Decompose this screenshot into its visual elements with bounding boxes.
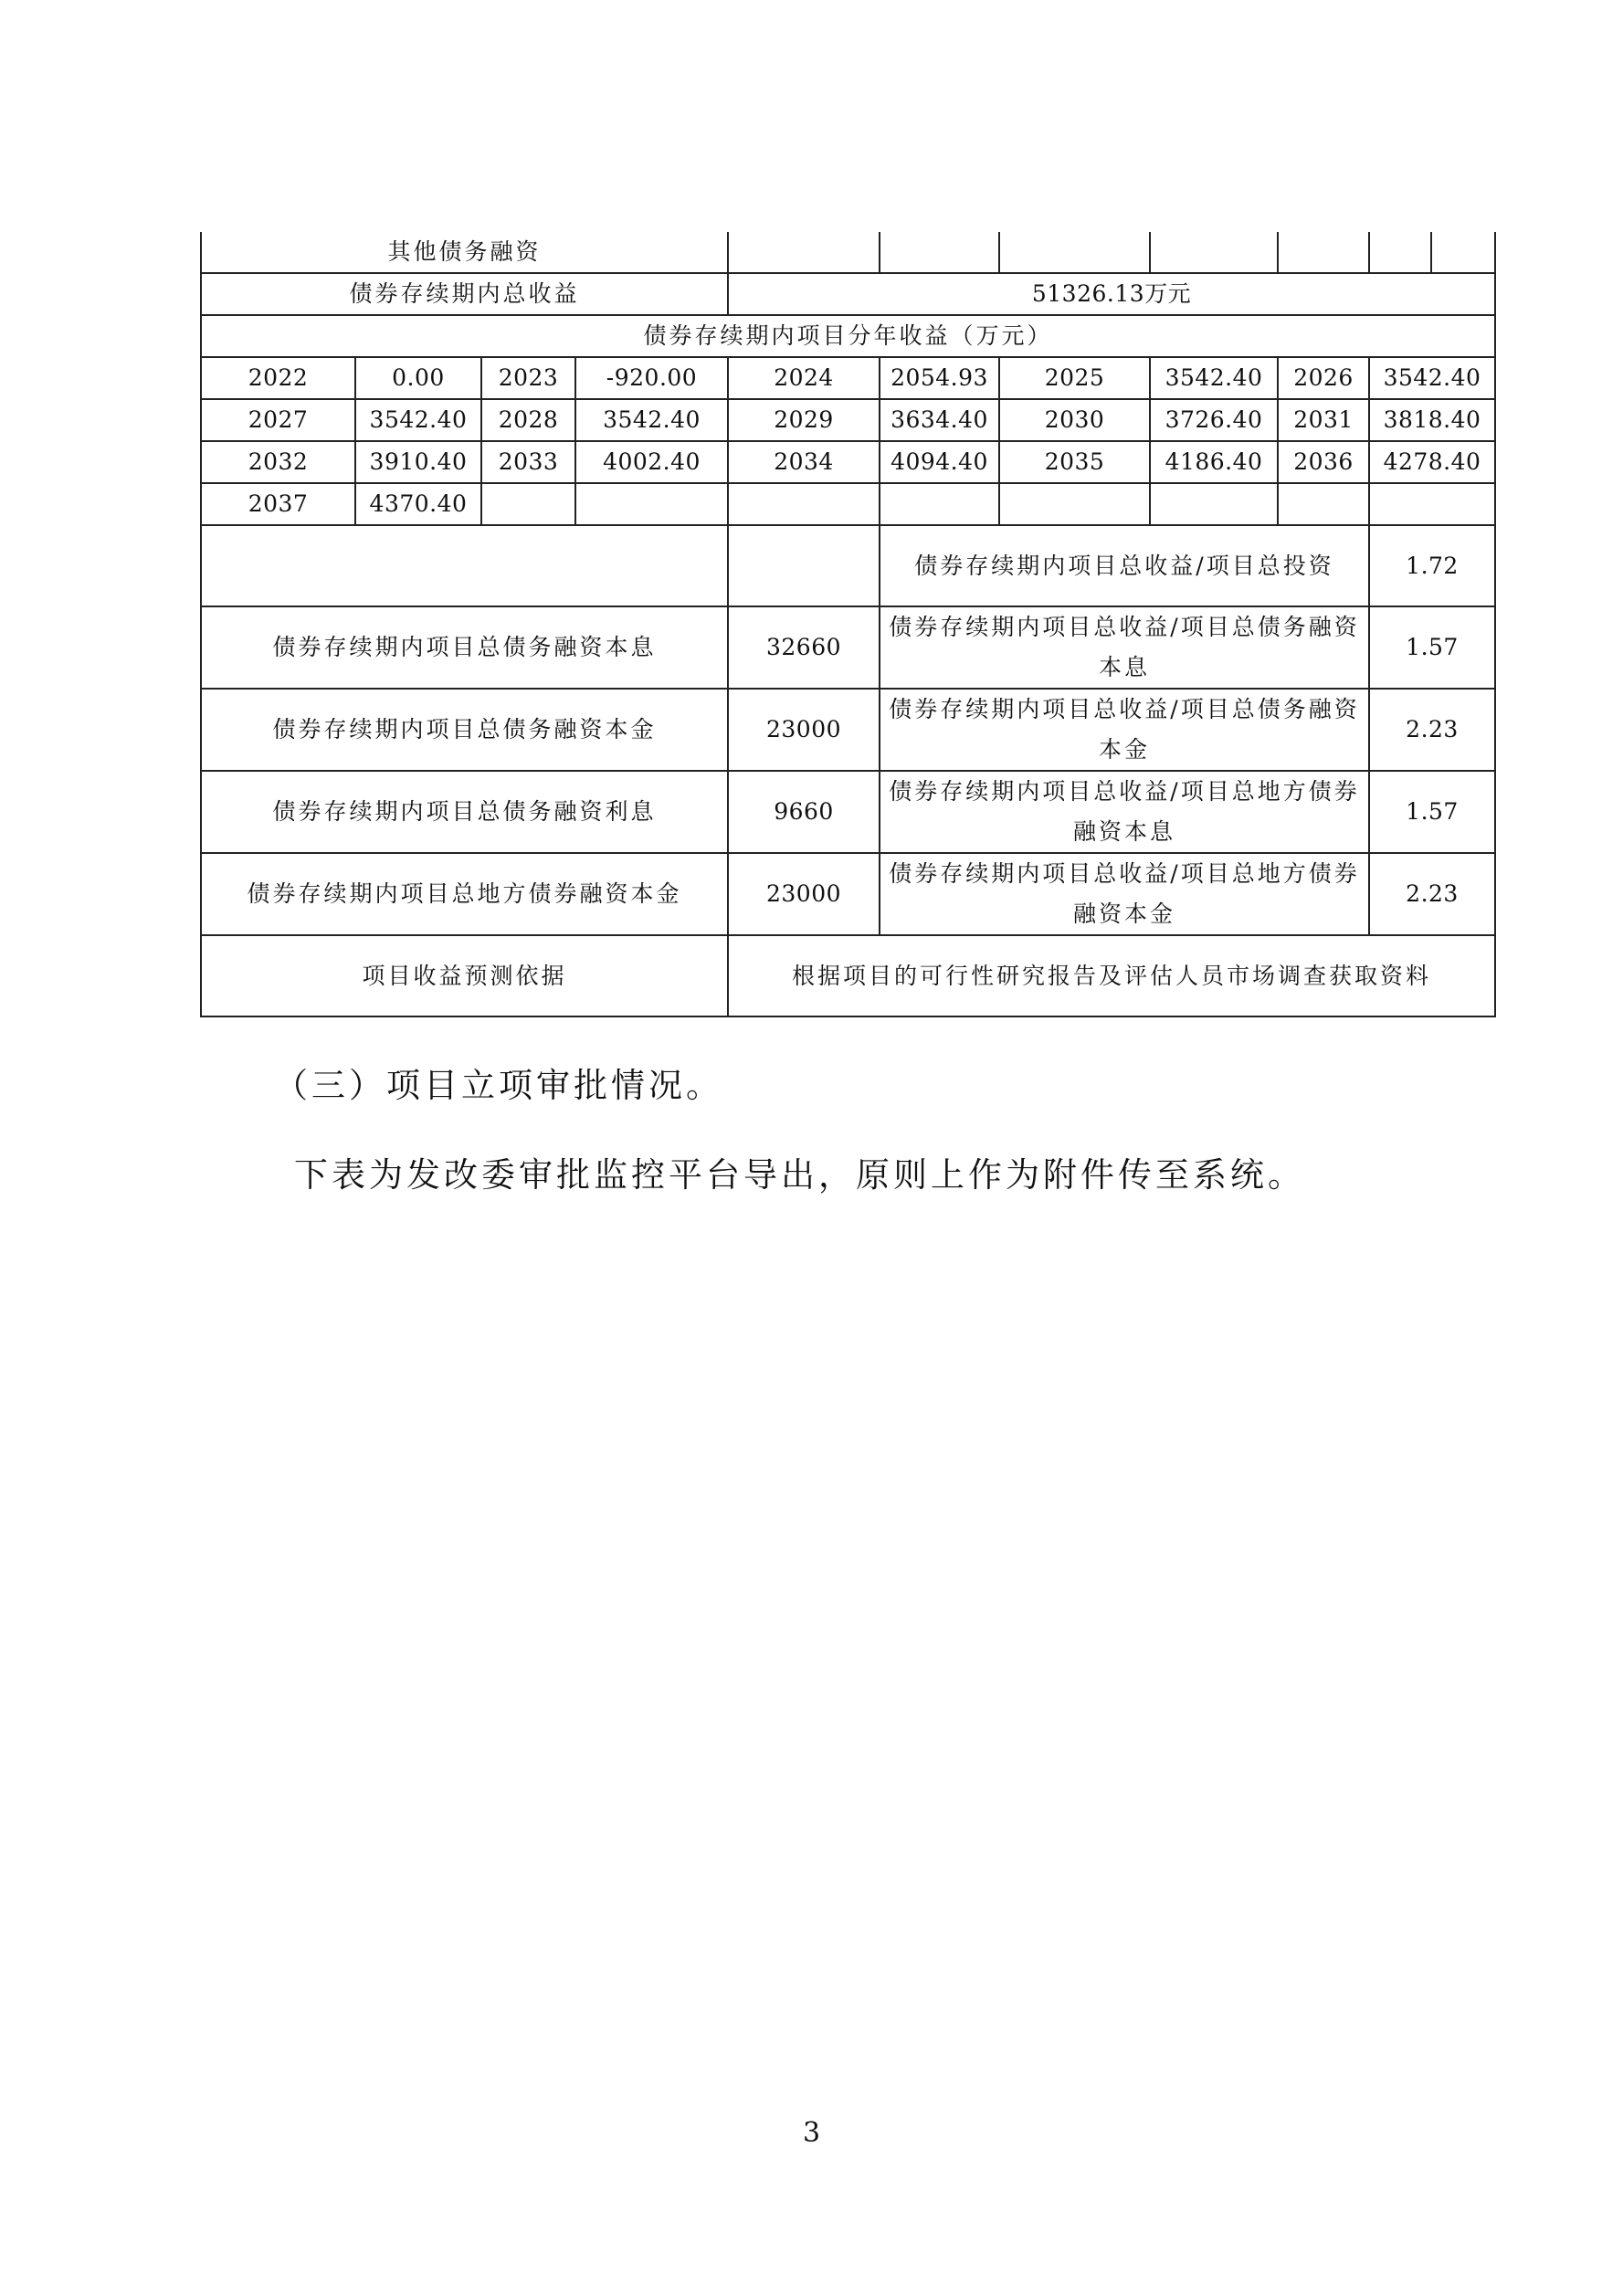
year-cell: 2025 — [999, 357, 1150, 399]
year-cell: 2032 — [201, 441, 355, 483]
empty-cell — [1150, 483, 1278, 525]
empty-cell — [575, 483, 728, 525]
year-cell: 2031 — [1278, 399, 1369, 441]
ratio-left-label: 债券存续期内项目总地方债券融资本金 — [201, 853, 728, 935]
income-cell: 4370.40 — [355, 483, 481, 525]
ratio-value: 1.57 — [1369, 606, 1495, 689]
empty-cell — [1278, 483, 1369, 525]
table-row — [201, 483, 1495, 525]
table-row — [201, 689, 1495, 771]
empty-cell — [481, 483, 575, 525]
income-cell: 3542.40 — [1150, 357, 1278, 399]
ratio-left-value: 23000 — [728, 853, 880, 935]
other-financing-label: 其他债务融资 — [201, 232, 728, 273]
year-cell: 2028 — [481, 399, 575, 441]
income-cell: 3634.40 — [880, 399, 999, 441]
yearly-header: 债券存续期内项目分年收益（万元） — [201, 315, 1495, 357]
year-cell: 2034 — [728, 441, 880, 483]
empty-cell — [880, 483, 999, 525]
other-financing-cell — [999, 232, 1150, 273]
year-cell: 2033 — [481, 441, 575, 483]
income-cell: 0.00 — [355, 357, 481, 399]
other-financing-cell — [728, 232, 880, 273]
year-cell: 2036 — [1278, 441, 1369, 483]
total-income-value: 51326.13万元 — [728, 273, 1495, 315]
table-row — [201, 606, 1495, 689]
income-cell: 4186.40 — [1150, 441, 1278, 483]
year-cell: 2035 — [999, 441, 1150, 483]
other-financing-cell — [1278, 232, 1369, 273]
ratio-left-value — [728, 525, 880, 606]
income-cell: 4094.40 — [880, 441, 999, 483]
table-row — [201, 441, 1495, 483]
year-cell: 2037 — [201, 483, 355, 525]
basis-label: 项目收益预测依据 — [201, 935, 728, 1016]
row-yearly-header — [201, 315, 1495, 357]
table-row — [201, 853, 1495, 935]
other-financing-cell — [1369, 232, 1431, 273]
income-cell: 3542.40 — [575, 399, 728, 441]
income-cell: -920.00 — [575, 357, 728, 399]
table-row — [201, 771, 1495, 853]
other-financing-cell — [1431, 232, 1495, 273]
income-cell: 3726.40 — [1150, 399, 1278, 441]
income-cell: 3818.40 — [1369, 399, 1495, 441]
table-row — [201, 399, 1495, 441]
year-cell: 2027 — [201, 399, 355, 441]
total-income-label: 债券存续期内总收益 — [201, 273, 728, 315]
income-cell: 4278.40 — [1369, 441, 1495, 483]
ratio-label: 债券存续期内项目总收益/项目总债务融资本金 — [880, 689, 1369, 771]
ratio-left-label: 债券存续期内项目总债务融资利息 — [201, 771, 728, 853]
table-row — [201, 357, 1495, 399]
section-heading: （三）项目立项审批情况。 — [274, 1066, 723, 1105]
ratio-label: 债券存续期内项目总收益/项目总债务融资本息 — [880, 606, 1369, 689]
ratio-left-value: 9660 — [728, 771, 880, 853]
other-financing-cell — [880, 232, 999, 273]
row-other-financing — [201, 232, 1495, 273]
income-cell: 3542.40 — [1369, 357, 1495, 399]
income-cell: 4002.40 — [575, 441, 728, 483]
other-financing-cell — [1150, 232, 1278, 273]
ratio-left-label: 债券存续期内项目总债务融资本息 — [201, 606, 728, 689]
ratio-left-value: 23000 — [728, 689, 880, 771]
revenue-table — [200, 232, 1496, 1017]
empty-cell — [1369, 483, 1495, 525]
row-total-income — [201, 273, 1495, 315]
ratio-value: 1.72 — [1369, 525, 1495, 606]
ratio-value: 2.23 — [1369, 689, 1495, 771]
year-cell: 2022 — [201, 357, 355, 399]
empty-cell — [999, 483, 1150, 525]
ratio-label: 债券存续期内项目总收益/项目总地方债券融资本金 — [880, 853, 1369, 935]
income-cell: 2054.93 — [880, 357, 999, 399]
ratio-label: 债券存续期内项目总收益/项目总地方债券融资本息 — [880, 771, 1369, 853]
basis-value: 根据项目的可行性研究报告及评估人员市场调查获取资料 — [728, 935, 1495, 1016]
empty-cell — [728, 483, 880, 525]
section-text: 下表为发改委审批监控平台导出，原则上作为附件传至系统。 — [294, 1155, 1305, 1195]
row-basis — [201, 935, 1495, 1016]
ratio-left-value: 32660 — [728, 606, 880, 689]
ratio-left-label: 债券存续期内项目总债务融资本金 — [201, 689, 728, 771]
ratio-label: 债券存续期内项目总收益/项目总投资 — [880, 525, 1369, 606]
page-number: 3 — [802, 2117, 821, 2149]
ratio-left-label — [201, 525, 728, 606]
year-cell: 2024 — [728, 357, 880, 399]
year-cell: 2023 — [481, 357, 575, 399]
income-cell: 3542.40 — [355, 399, 481, 441]
year-cell: 2026 — [1278, 357, 1369, 399]
table-row — [201, 525, 1495, 606]
year-cell: 2030 — [999, 399, 1150, 441]
ratio-value: 1.57 — [1369, 771, 1495, 853]
income-cell: 3910.40 — [355, 441, 481, 483]
year-cell: 2029 — [728, 399, 880, 441]
ratio-value: 2.23 — [1369, 853, 1495, 935]
